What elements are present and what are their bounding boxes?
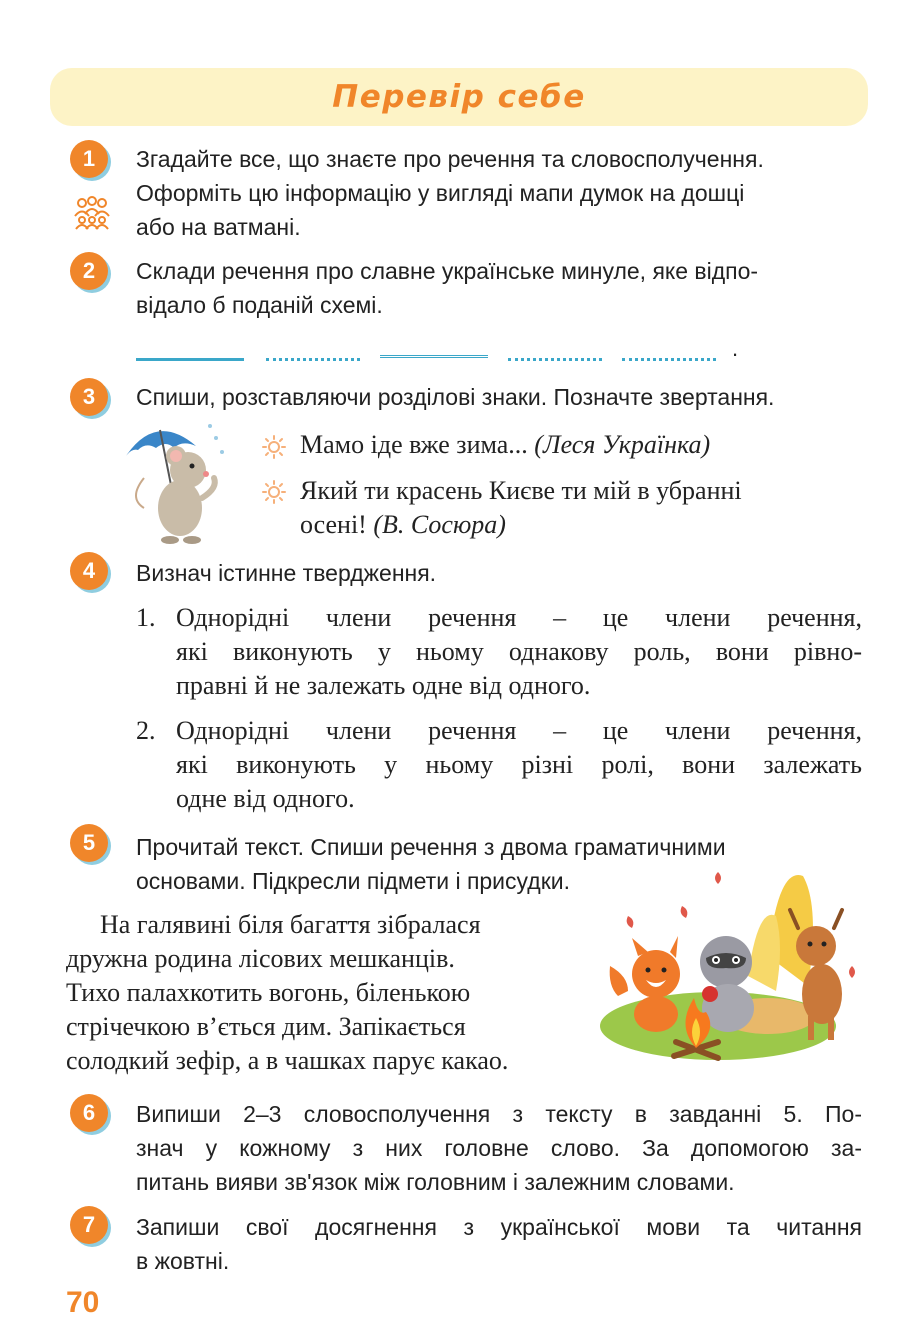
task-3-text: Спиши, розставляючи розділові знаки. Позначте звертання. <box>136 384 775 410</box>
story-line: На галявині біля багаття зібралася <box>100 910 481 939</box>
task-4-text: Визнач істинне твердження. <box>136 560 437 586</box>
task-1-line: Згадайте все, що знаєте про речення та словосполучення. <box>136 146 764 172</box>
forest-animals-campfire-illustration <box>598 866 864 1086</box>
task-2-badge <box>70 252 114 296</box>
scheme-adverbial-line <box>622 342 716 361</box>
statement-1-number: 1. <box>136 603 156 632</box>
statement-1-text <box>176 601 862 703</box>
statement-line: одне від одного. <box>176 784 355 813</box>
story-line: Тихо палахкотить вогонь, біленькою <box>66 978 471 1007</box>
statement-line: Однорідні члени речення – це члени речення, <box>176 603 862 632</box>
scheme-predicate-line <box>380 342 488 358</box>
page-title: Перевір себе <box>332 79 586 115</box>
task-2-number: 2 <box>82 258 96 283</box>
task-5-line: Прочитай текст. Спиши речення з двома граматичними <box>136 834 726 860</box>
quote-1-author: (Леся Українка) <box>534 430 711 459</box>
task-5-line: основами. Підкресли підмети і присудки. <box>136 868 570 894</box>
task-6-line: Випиши 2–3 словосполучення з тексту в завданні 5. По- <box>136 1101 862 1127</box>
sentence-scheme <box>0 336 917 362</box>
sun-bullet-icon <box>262 480 286 504</box>
scheme-adverbial-line <box>508 342 602 361</box>
quote-2-author: (В. Сосюра) <box>373 510 506 539</box>
task-2-line: відало б поданій схемі. <box>136 292 383 318</box>
scheme-attribute-line <box>266 342 360 361</box>
story-text <box>66 908 606 1078</box>
statement-line: Однорідні члени речення – це члени речення, <box>176 716 862 745</box>
task-7-number: 7 <box>82 1212 96 1237</box>
story-line: дружна родина лісових мешканців. <box>66 944 455 973</box>
scheme-subject-line <box>136 342 244 361</box>
task-1-number: 1 <box>82 146 96 171</box>
task-4-badge <box>70 552 114 596</box>
task-6-text <box>136 1097 862 1199</box>
quote-2 <box>300 474 860 542</box>
page-number: 70 <box>66 1286 100 1319</box>
story-line: солодкий зефір, а в чашках парує какао. <box>66 1046 509 1075</box>
task-5-badge <box>70 824 114 868</box>
task-5-number: 5 <box>82 830 96 855</box>
task-1-line: або на ватмані. <box>136 214 301 240</box>
task-7-line: Запиши свої досягнення з української мови та читання <box>136 1214 862 1240</box>
task-7-line: в жовтні. <box>136 1248 230 1274</box>
task-6-number: 6 <box>82 1100 96 1125</box>
quote-1-text: Мамо іде вже зима... <box>300 430 528 459</box>
story-line: стрічечкою в’ється дим. Запікається <box>66 1012 466 1041</box>
task-1-text <box>136 142 862 244</box>
task-3-number: 3 <box>82 384 96 409</box>
title-banner <box>50 68 868 126</box>
task-7-badge <box>70 1206 114 1250</box>
task-6-line: знач у кожному з них головне слово. За допомогою за- <box>136 1135 862 1161</box>
quote-2-line: Який ти красень Києве ти мій в убранні <box>300 476 742 505</box>
task-3-badge <box>70 378 114 422</box>
task-7-text <box>136 1210 862 1278</box>
scheme-period: . <box>732 336 739 361</box>
task-2-text <box>136 254 862 322</box>
task-2-line: Склади речення про славне українське минуле, яке відпо- <box>136 258 759 284</box>
task-4-number: 4 <box>82 558 96 583</box>
statement-line: які виконують у ньому різні ролі, вони залежать <box>176 750 862 779</box>
task-6-line: питань вияви зв'язок між головним і залежним словами. <box>136 1169 735 1195</box>
statement-line: які виконують у ньому однакову роль, вони рівно- <box>176 637 862 666</box>
task-1-line: Оформіть цю інформацію у вигляді мапи думок на дошці <box>136 180 745 206</box>
quote-1 <box>300 428 860 462</box>
task-6-badge <box>70 1094 114 1138</box>
mouse-umbrella-illustration <box>118 418 228 548</box>
statement-2-text <box>176 714 862 816</box>
group-work-icon <box>72 196 112 230</box>
statement-2-number: 2. <box>136 716 156 745</box>
quote-2-line: осені! <box>300 510 367 539</box>
sun-bullet-icon <box>262 435 286 459</box>
task-1-badge <box>70 140 114 184</box>
statement-line: правні й не залежать одне від одного. <box>176 671 591 700</box>
